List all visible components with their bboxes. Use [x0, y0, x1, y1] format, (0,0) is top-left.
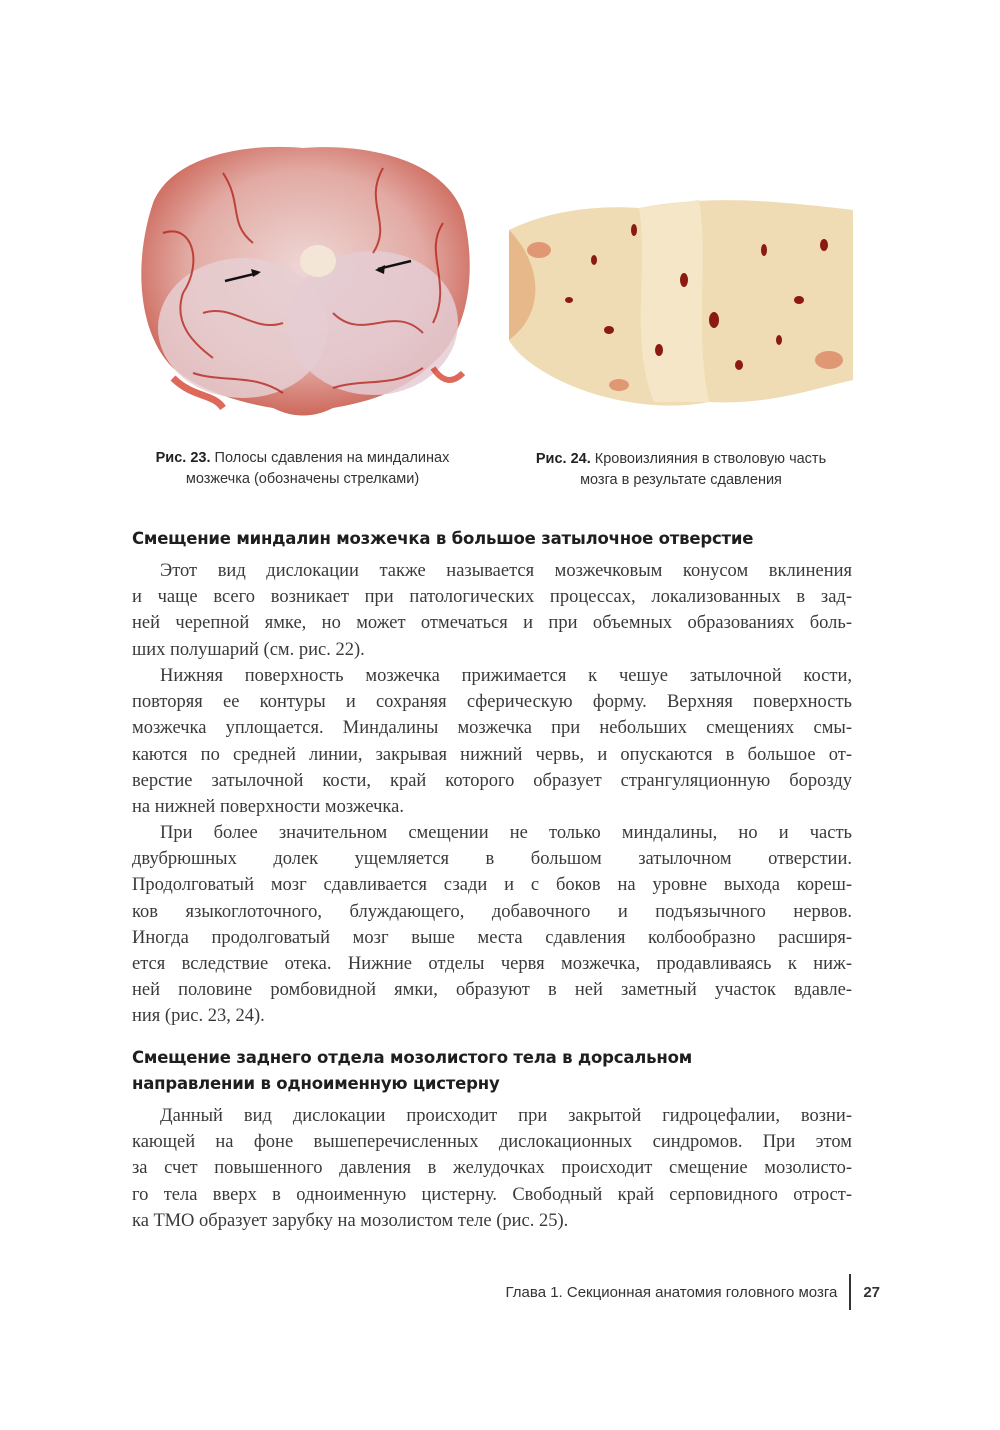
- text-line: на нижней поверхности мозжечка.: [132, 796, 404, 817]
- text-line: Данный вид дислокации происходит при закрытой гидроцефалии, возни-: [160, 1106, 852, 1126]
- text-line: за счет повышенного давления в желудочках происходит смещение мозолисто-: [132, 1158, 852, 1179]
- text-line: ка ТМО образует зарубку на мозолистом теле (рис. 25).: [132, 1210, 569, 1231]
- text-line: го тела вверх в одноименную цистерну. Свободный край серповидного отрост-: [132, 1184, 852, 1205]
- text-line: При более значительном смещении не только миндалины, но и часть: [160, 823, 852, 843]
- section2-paragraph-1: [132, 1103, 852, 1234]
- figure-24-caption: [505, 449, 857, 491]
- text-line: и чаще всего возникает при патологических процессах, локализованных в зад-: [132, 587, 852, 608]
- section1-heading: Смещение миндалин мозжечка в большое затылочное отверстие: [132, 529, 754, 548]
- footer-divider: [849, 1274, 851, 1310]
- running-footer-chapter: Глава 1. Секционная анатомия головного мозга: [505, 1283, 838, 1301]
- text-line: каются по средней линии, закрывая нижний червь, и опускаются в большое от-: [132, 744, 852, 765]
- text-line: Нижняя поверхность мозжечка прижимается к чешуе затылочной кости,: [160, 666, 852, 686]
- page-footer: [506, 1274, 880, 1310]
- text-line: ков языкоглоточного, блуждающего, добавочного и подъязычного нервов.: [132, 901, 852, 922]
- section2-heading: [132, 1045, 852, 1097]
- text-line: мозжечка уплощается. Миндалины мозжечка при небольших смещениях смы-: [132, 718, 852, 739]
- section1-paragraph-1: [132, 558, 852, 663]
- figure-24-label: Рис. 24.: [535, 451, 591, 467]
- text-line: Иногда продолговатый мозг выше места сдавления колбообразно расширя-: [132, 927, 852, 948]
- section2-heading-line2: направлении в одноименную цистерну: [132, 1074, 500, 1093]
- text-line: Этот вид дислокации также называется мозжечковым конусом вклинения: [160, 561, 852, 581]
- figure-23-brain-photo: [133, 143, 473, 418]
- text-line: двубрюшных долек ущемляется в большом затылочном отверстии.: [132, 849, 852, 870]
- text-line: ней черепной ямке, но может отмечаться и при объемных образованиях боль-: [132, 613, 852, 634]
- figure-24-caption-line1: Кровоизлияния в стволовую часть: [594, 451, 827, 467]
- text-line: повторяя ее контуры и сохраняя сферическую форму. Верхняя поверхность: [132, 692, 852, 713]
- text-line: ней половине ромбовидной ямки, образуют в ней заметный участок вдавле-: [132, 980, 852, 1001]
- figure-23-label: Рис. 23.: [155, 450, 211, 466]
- text-line: ших полушарий (см. рис. 22).: [132, 639, 365, 660]
- text-line: ется вследствие отека. Нижние отделы червя мозжечка, продавливаясь к ниж-: [132, 953, 852, 974]
- text-line: верстие затылочной кости, край которого образует странгуляционную борозду: [132, 770, 852, 791]
- text-line: Продолговатый мозг сдавливается сзади и с боков на уровне выхода кореш-: [132, 875, 852, 896]
- section1-paragraph-3: [132, 820, 852, 1030]
- figure-24-brainstem-photo: [509, 190, 853, 412]
- text-line: кающей на фоне вышеперечисленных дислокационных синдромов. При этом: [132, 1132, 852, 1153]
- figure-23-caption-line2: мозжечка (обозначены стрелками): [185, 471, 420, 487]
- figure-24-caption-line2: мозга в результате сдавления: [580, 472, 782, 488]
- page-number: 27: [863, 1283, 880, 1301]
- text-line: ния (рис. 23, 24).: [132, 1006, 265, 1027]
- figure-23-caption: [125, 448, 480, 490]
- figure-23-caption-line1: Полосы сдавления на миндалинах: [214, 450, 450, 466]
- section2-heading-line1: Смещение заднего отдела мозолистого тела в дорсальном: [132, 1048, 693, 1067]
- section1-paragraph-2: [132, 663, 852, 820]
